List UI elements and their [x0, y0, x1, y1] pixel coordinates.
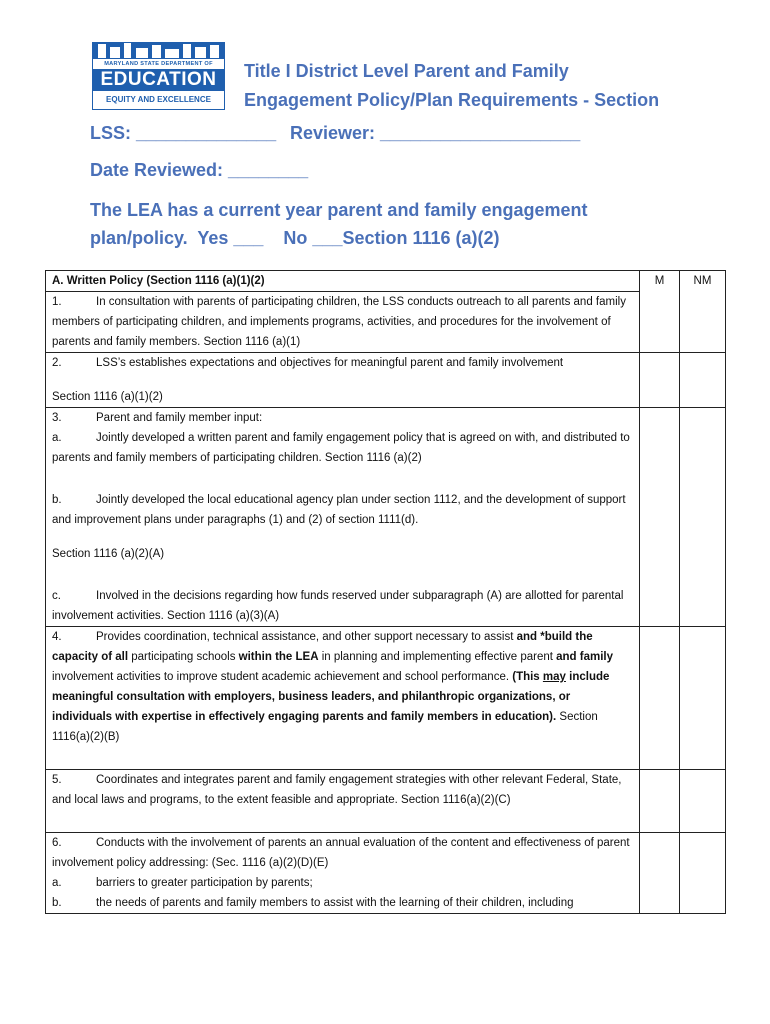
m-cell[interactable]: [640, 833, 680, 914]
item-number: 3.: [52, 412, 62, 424]
requirement-1: [46, 292, 640, 353]
item-text: involvement activities to improve student academic achievement and school performance.: [52, 671, 513, 683]
table-header-row: [46, 271, 726, 292]
intro-line-2: plan/policy. Yes ___ No ___Section 1116 (a)(2): [90, 228, 500, 248]
nm-cell[interactable]: [680, 627, 726, 770]
item-citation: Section 1116 (a)(1)(2): [52, 391, 163, 403]
sub-item-letter: b.: [52, 897, 62, 909]
item-number: 4.: [52, 631, 62, 643]
m-cell[interactable]: [640, 353, 680, 408]
logo-skyline: [92, 42, 225, 58]
table-row: [46, 770, 726, 833]
item-text: Parent and family member input:: [96, 412, 263, 424]
nm-cell[interactable]: [680, 408, 726, 627]
sub-item-text: the needs of parents and family members to assist with the learning of their children, including: [96, 897, 574, 909]
item-number: 6.: [52, 837, 62, 849]
requirement-4: [46, 627, 640, 770]
item-text: Provides coordination, technical assistance, and other support necessary to assist: [96, 631, 517, 643]
requirement-6: [46, 833, 640, 914]
skyline-icon: [92, 42, 225, 58]
item-text-bold: within the LEA: [238, 651, 319, 663]
table-row: [46, 833, 726, 914]
nm-cell[interactable]: [680, 353, 726, 408]
spacer: [52, 530, 633, 544]
msde-logo: [92, 42, 225, 110]
requirement-3: [46, 408, 640, 627]
requirement-2: [46, 353, 640, 408]
item-text: in planning and implementing effective parent: [318, 651, 557, 663]
section-title: A. Written Policy (Section 1116 (a)(1)(2): [52, 275, 265, 287]
col-nm-header: NM: [680, 271, 726, 353]
item-citation: Section 1116(a)(2)(B): [52, 711, 598, 743]
title-line-1: Title I District Level Parent and Family: [244, 61, 569, 81]
item-text: participating schools: [128, 651, 239, 663]
item-text: LSS’s establishes expectations and objectives for meaningful parent and family involvement: [96, 357, 564, 369]
requirement-5: [46, 770, 640, 833]
table-row: [46, 408, 726, 627]
sub-item-letter: a.: [52, 877, 62, 889]
sub-item-letter: a.: [52, 432, 62, 444]
item-number: 2.: [52, 357, 62, 369]
intro-line-1: The LEA has a current year parent and family engagement: [90, 200, 588, 220]
lss-field: LSS: ______________: [90, 123, 277, 143]
logo-tagline: EQUITY AND EXCELLENCE: [106, 95, 211, 104]
item-text-underline: may: [542, 671, 566, 683]
document-title: [244, 57, 724, 115]
item-number: 1.: [52, 296, 62, 308]
item-text: Coordinates and integrates parent and family engagement strategies with other relevant Federal, State, and local laws and programs, to the extent feasible and appropriate. Section 1116(a)(2)(C): [52, 774, 622, 806]
sub-item-text: barriers to greater participation by parents;: [96, 877, 313, 889]
sub-item-letter: c.: [52, 590, 61, 602]
item-text-bold: and *build the capacity of all: [52, 631, 593, 663]
intro-statement: [90, 196, 650, 252]
spacer: [52, 564, 633, 586]
nm-cell[interactable]: [680, 833, 726, 914]
table-row: [46, 627, 726, 770]
logo-education: EDUCATION: [93, 69, 224, 91]
date-reviewed-field: Date Reviewed: ________: [90, 160, 309, 180]
item-text: In consultation with parents of participating children, the LSS conducts outreach to all parents and family members of participating children, and implements programs, activities, and procedures for the involvement of parents and family members. Section 1116 (a)(1): [52, 296, 626, 348]
m-cell[interactable]: [640, 770, 680, 833]
table-row: [46, 292, 726, 353]
logo-box: [92, 58, 225, 110]
requirements-table: [45, 270, 726, 914]
sub-item-text: Jointly developed the local educational agency plan under section 1112, and the development of support and improvement plans under paragraphs (1) and (2) of section 1111(d).: [52, 494, 626, 526]
m-cell[interactable]: [640, 627, 680, 770]
item-text: Conducts with the involvement of parents an annual evaluation of the content and effectiveness of parent involvement policy addressing: (Sec. 1116 (a)(2)(D)(E): [52, 837, 630, 869]
sub-item-text: Involved in the decisions regarding how funds reserved under subparagraph (A) are allotted for parental involvement activities. Section 1116 (a)(3)(A): [52, 590, 624, 622]
sub-item-letter: b.: [52, 494, 62, 506]
title-line-2: Engagement Policy/Plan Requirements - Section: [244, 90, 660, 110]
reviewer-field: Reviewer: ____________________: [290, 123, 581, 143]
item-number: 5.: [52, 774, 62, 786]
sub-item-text: Jointly developed a written parent and family engagement policy that is agreed on with, and distributed to parents and family members of participating children. Section 1116 (a)(2): [52, 432, 630, 464]
col-m-header: M: [640, 271, 680, 353]
table-row: [46, 353, 726, 408]
item-citation: Section 1116 (a)(2)(A): [52, 548, 165, 560]
m-cell[interactable]: [640, 408, 680, 627]
nm-cell[interactable]: [680, 770, 726, 833]
item-text-bold: include meaningful consultation with employers, business leaders, and philanthropic organizations, or individuals with expertise in effectively engaging parents and family members in education).: [52, 671, 610, 723]
spacer: [52, 810, 633, 832]
spacer: [52, 468, 633, 490]
item-text-bold: and family: [556, 651, 614, 663]
item-text-bold: (This: [512, 671, 543, 683]
spacer: [52, 373, 633, 387]
section-title-cell: [46, 271, 640, 292]
spacer: [52, 747, 633, 769]
logo-dept: MARYLAND STATE DEPARTMENT OF: [104, 61, 213, 67]
